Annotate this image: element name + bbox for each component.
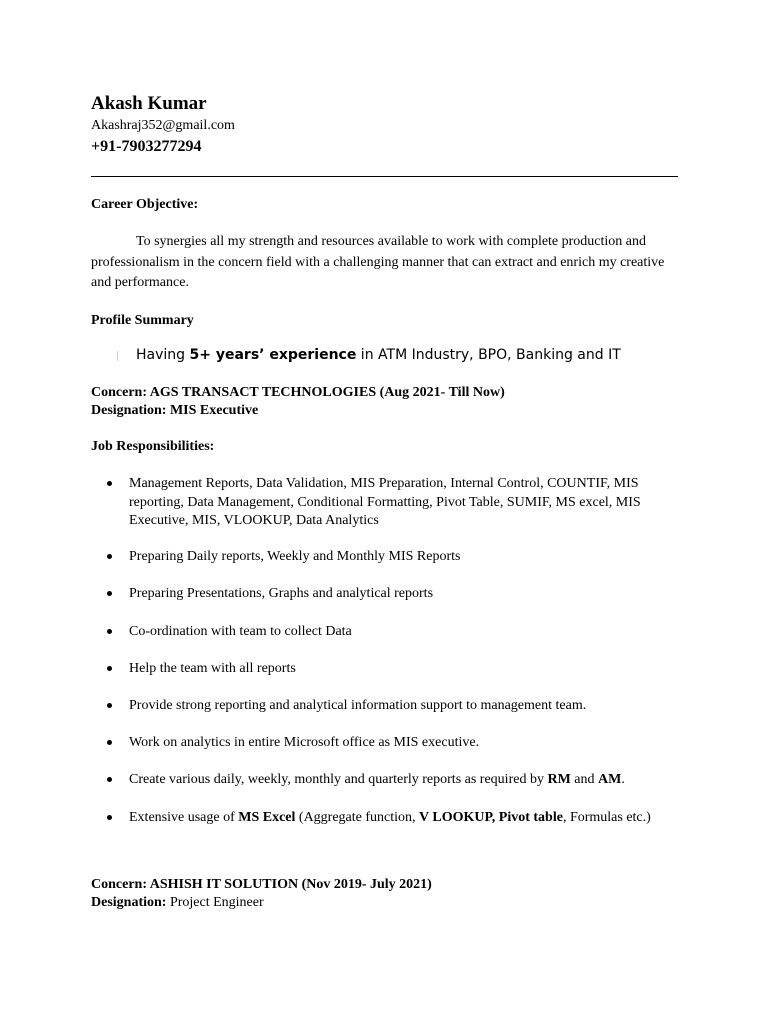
summary-experience: 5+ years’ experience [189, 347, 357, 363]
list-item-text: Management Reports, Data Validation, MIS Preparation, Internal Control, COUNTIF, MIS reporting, Data Management, Conditional Formatting, Pivot Table, SUMIF, MS excel, MIS Executive, MIS, VLOOKUP, Data Analytics [129, 476, 641, 528]
career-objective-heading: Career Objective: [91, 197, 199, 212]
profile-summary-item [136, 347, 621, 363]
candidate-name: Akash Kumar [91, 93, 207, 114]
item8-prefix: Create various daily, weekly, monthly and quarterly reports as required by [129, 772, 548, 787]
job1-concern: Concern: AGS TRANSACT TECHNOLOGIES (Aug 2021- Till Now) [91, 385, 505, 400]
header-divider [91, 176, 678, 177]
career-objective-body: To synergies all my strength and resources available to work with complete production and professionalism in the concern field with a challenging manner that can extract and enrich my creative and performance. [91, 234, 665, 290]
job1-designation: Designation: MIS Executive [91, 403, 259, 418]
bullet-icon [107, 629, 112, 634]
profile-summary-heading: Profile Summary [91, 313, 194, 328]
summary-prefix: Having [136, 347, 190, 363]
summary-suffix: in ATM Industry, BPO, Banking and IT [356, 347, 621, 363]
item8-am: AM [598, 772, 622, 787]
job2-designation [91, 895, 264, 911]
bullet-icon [107, 554, 112, 559]
job-responsibilities-heading: Job Responsibilities: [91, 439, 215, 454]
bullet-icon [107, 740, 112, 745]
bullet-icon [107, 777, 112, 782]
bullet-icon [107, 815, 112, 820]
job2-designation-label: Designation: [91, 895, 167, 910]
list-item-text: Preparing Daily reports, Weekly and Monthly MIS Reports [129, 549, 461, 564]
email-address: Akashraj352@gmail.com [91, 118, 235, 133]
item9-end: , Formulas etc.) [562, 810, 651, 825]
list-item-text: Provide strong reporting and analytical information support to management team. [129, 698, 587, 713]
bullet-icon [107, 481, 112, 486]
item9-msexcel: MS Excel [238, 810, 296, 825]
item9-vlookup: V LOOKUP, Pivot table [419, 810, 563, 825]
item9-prefix: Extensive usage of [129, 810, 239, 825]
list-item-text [129, 771, 664, 790]
item8-and: and [570, 772, 598, 787]
item9-mid: (Aggregate function, [295, 810, 420, 825]
list-item-text: Help the team with all reports [129, 661, 296, 676]
item8-rm: RM [547, 772, 571, 787]
list-item-text: Work on analytics in entire Microsoft office as MIS executive. [129, 735, 480, 750]
list-item-text: Preparing Presentations, Graphs and analytical reports [129, 586, 434, 601]
list-item-text [129, 809, 664, 828]
job2-designation-value: Project Engineer [166, 895, 264, 910]
bullet-icon [107, 703, 112, 708]
item8-end: . [621, 772, 625, 787]
bullet-icon [107, 666, 112, 671]
summary-bullet-icon [117, 351, 121, 361]
list-item-text: Co-ordination with team to collect Data [129, 624, 352, 639]
phone-number: +91-7903277294 [91, 138, 202, 155]
bullet-icon [107, 591, 112, 596]
job2-concern: Concern: ASHISH IT SOLUTION (Nov 2019- July 2021) [91, 877, 432, 892]
career-objective-text [91, 232, 671, 294]
